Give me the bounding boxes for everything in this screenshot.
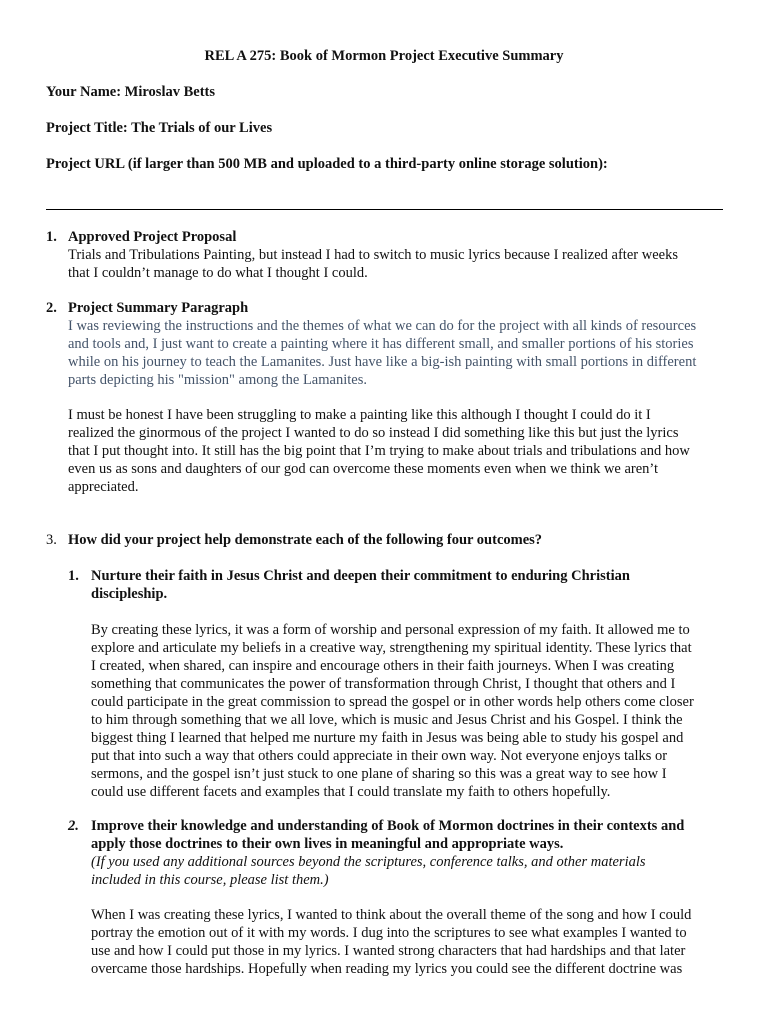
text-line: sermons, and the gospel isn’t just stuck to one plane of sharing so this was a great way to see how I [91, 766, 667, 782]
text-line: that I put thought into. It still has the big point that I’m trying to make about trials and tribulations and how [68, 443, 690, 459]
outcome-note-sources [91, 853, 723, 889]
text-line: even us as sons and daughters of our god can overcome these moments even when we think we aren’t [68, 461, 659, 477]
text-line: while on his journey to teach the Lamanites. Just have like a big-ish painting with small portions in different [68, 354, 697, 370]
text-line: apply those doctrines to their own lives in meaningful and appropriate ways. [91, 836, 564, 852]
text-line: By creating these lyrics, it was a form of worship and personal expression of my faith. It allowed me to [91, 622, 690, 638]
text-line: something that communicates the power of transformation through Christ, I thought that others and I [91, 676, 676, 692]
section-number: 1. [46, 229, 57, 245]
outcome-number: 2. [68, 818, 79, 834]
text-line: I was reviewing the instructions and the themes of what we can do for the project with all kinds of resources [68, 318, 697, 334]
section-heading-summary: Project Summary Paragraph [68, 300, 249, 316]
section-quoted-proposal [68, 317, 723, 389]
text-line: portray the emotion out of it with my words. I dug into the scriptures to see what examples I wanted to [91, 925, 687, 941]
text-line: realized the ginormous of the project I wanted to do so instead I did something like this but just the lyrics [68, 425, 679, 441]
text-line: I created, when shared, can inspire and encourage others in their faith journeys. When I was creating [91, 658, 675, 674]
text-line: Nurture their faith in Jesus Christ and deepen their commitment to enduring Christian [91, 568, 630, 584]
text-line: overcame those hardships. Hopefully when reading my lyrics you could see the different doctrine was [91, 961, 683, 977]
outcome-body-doctrine [91, 906, 723, 978]
text-line: could participate in the great commission to spread the gospel or in other words help others come closer [91, 694, 694, 710]
text-line: discipleship. [91, 586, 168, 602]
project-title-field: Project Title: The Trials of our Lives [46, 120, 273, 136]
text-line: Improve their knowledge and understanding of Book of Mormon doctrines in their contexts and [91, 818, 685, 834]
text-line: explore and articulate my beliefs in a creative way, strengthening my spiritual identity. These lyrics that [91, 640, 692, 656]
text-line: Trials and Tribulations Painting, but instead I had to switch to music lyrics because I realized after weeks [68, 247, 678, 263]
section-body-approved-proposal [68, 246, 723, 282]
project-url-field: Project URL (if larger than 500 MB and uploaded to a third-party online storage solution): [46, 156, 608, 172]
text-line: to him through something that we all love, which is music and Jesus Christ and his Gospel. I think the [91, 712, 683, 728]
text-line: When I was creating these lyrics, I wanted to think about the overall theme of the song and how I could [91, 907, 692, 923]
text-line: biggest thing I learned that helped me nurture my faith in Jesus was being able to study his gospel and [91, 730, 684, 746]
text-line: could use different facets and examples that I could translate my faith to others hopefully. [91, 784, 611, 800]
outcome-body-faith [91, 621, 723, 801]
section-number: 2. [46, 300, 57, 316]
text-line: I must be honest I have been struggling to make a painting like this although I thought I could do it I [68, 407, 651, 423]
text-line: put that into such a way that others could appreciate in their own way. Not everyone enjoys talks or [91, 748, 668, 764]
text-line: appreciated. [68, 479, 139, 495]
text-line: use and how I could put those in my lyrics. I wanted strong characters that had hardships and that later [91, 943, 686, 959]
outcome-heading-doctrine [91, 817, 723, 853]
outcome-number: 1. [68, 568, 79, 584]
outcome-heading-faith [91, 567, 723, 603]
text-line: included in this course, please list them.) [91, 872, 329, 888]
section-heading-approved-proposal: Approved Project Proposal [68, 229, 237, 245]
section-number: 3. [46, 532, 57, 548]
text-line: and tools and, I just want to create a painting where it has different small, and smaller portions of his stories [68, 336, 694, 352]
horizontal-divider [46, 209, 723, 210]
your-name-field: Your Name: Miroslav Betts [46, 84, 216, 100]
text-line: (If you used any additional sources beyond the scriptures, conference talks, and other materials [91, 854, 646, 870]
text-line: that I couldn’t manage to do what I thought I could. [68, 265, 368, 281]
text-line: parts depicting his "mission" among the Lamanites. [68, 372, 367, 388]
document-title: REL A 275: Book of Mormon Project Executive Summary [204, 48, 564, 64]
section-body-summary [68, 406, 723, 496]
section-heading-outcomes: How did your project help demonstrate each of the following four outcomes? [68, 532, 543, 548]
